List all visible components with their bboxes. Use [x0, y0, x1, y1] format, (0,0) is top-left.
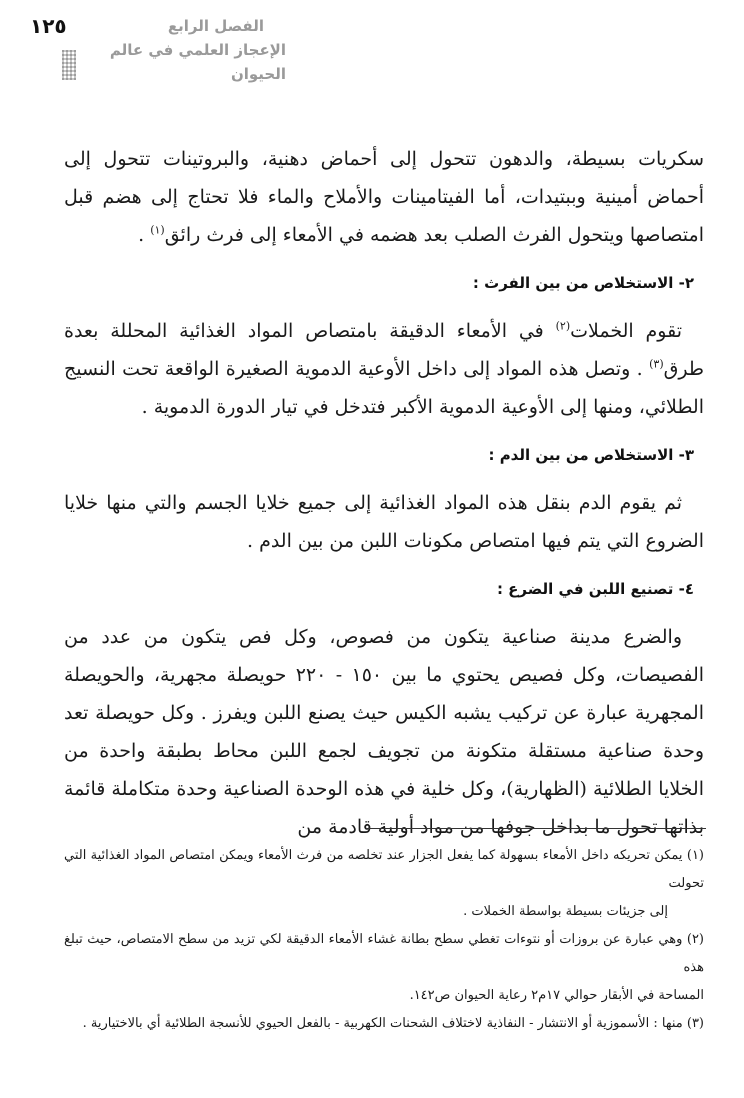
paragraph-1-end: . — [138, 224, 151, 246]
paragraph-3: ثم يقوم الدم بنقل هذه المواد الغذائية إلى جميع خلايا الجسم والتي منها خلايا الضروع التي يتم فيها امتصاص مكونات اللبن من بين الدم . — [64, 492, 704, 552]
footnote-3: (٣) منها : الأسموزية أو الانتشار - النفاذية لاختلاف الشحنات الكهربية - بالفعل الحيوي للأنسجة الطلائية أي بالاختيارية . — [82, 1016, 704, 1031]
main-text — [64, 140, 704, 846]
book-title: الإعجاز العلمي في عالم الحيوان — [109, 41, 286, 83]
paragraph-2-text-c: . وتصل هذه المواد إلى داخل الأوعية الدموية الصغيرة الواقعة تحت النسيج الطلائي، ومنها إلى الأوعية الدموية الأكبر فتدخل في تيار الدورة الدموية . — [64, 358, 704, 418]
footnote-1: (١) يمكن تحريكه داخل الأمعاء بسهولة كما يفعل الجزار عند تخلصه من فرث الأمعاء ويمكن امتصاص المواد الغذائية التي تحولت — [64, 848, 704, 891]
paragraph-1-text: سكريات بسيطة، والدهون تتحول إلى أحماض دهنية، والبروتينات تتحول إلى أحماض أمينية وببتيدات، أما الفيتامينات والأملاح والماء فلا تحتاج إلى هضم قبل امتصاصها ويتحول الفرث الصلب بعد هضمه في الأمعاء إلى فرث رائق — [64, 148, 704, 246]
footnote-ref-1: (١) — [150, 223, 165, 237]
footnote-ref-3: (٣) — [649, 357, 664, 371]
header-ornament — [62, 50, 76, 80]
paragraph-2 — [64, 312, 704, 426]
footnotes — [64, 842, 704, 1038]
footnote-2-continued: المساحة في الأبقار حوالي ١٧م٢ رعاية الحيوان ص١٤٢. — [409, 988, 704, 1003]
section-heading-3: ٣- الاستخلاص من بين الدم : — [488, 446, 694, 464]
running-head — [92, 14, 292, 86]
footnote-2: (٢) وهي عبارة عن بروزات أو نتوءات تغطي سطح بطانة غشاء الأمعاء الدقيقة لكي تزيد من سطح الامتصاص، حيث تبلغ هذه — [64, 932, 704, 975]
footnote-1-continued: إلى جزيئات بسيطة بواسطة الخملات . — [463, 904, 668, 919]
paragraph-1 — [64, 140, 704, 254]
chapter-title: الفصل الرابع — [167, 17, 264, 35]
paragraph-2-text-a: تقوم الخملات — [570, 320, 683, 342]
footnote-separator — [366, 828, 706, 829]
page-number: ١٢٥ — [30, 14, 67, 38]
paragraph-2-text-b: في الأمعاء الدقيقة بامتصاص المواد الغذائية المحللة بعدة طرق — [64, 320, 704, 380]
footnote-ref-2: (٢) — [555, 319, 571, 333]
section-heading-4: ٤- تصنيع اللبن في الضرع : — [496, 580, 694, 598]
section-heading-2: ٢- الاستخلاص من بين الفرث : — [472, 274, 694, 292]
paragraph-4: والضرع مدينة صناعية يتكون من فصوص، وكل فص يتكون من عدد من الفصيصات، وكل فصيص يحتوي ما بين ١٥٠ - ٢٢٠ حويصلة مجهرية، والحويصلة المجهرية عبارة عن تركيب يشبه الكيس حيث يصنع اللبن ويفرز . وكل حويصلة تعد وحدة صناعية مستقلة متكونة من تجويف لجمع اللبن محاط بطبقة واحدة من الخلايا الطلائية (الظهارية)، وكل خلية في هذه الوحدة الصناعية وحدة متكاملة قائمة بذاتها تحول ما بداخل جوفها من مواد أولية قادمة من — [64, 626, 705, 838]
